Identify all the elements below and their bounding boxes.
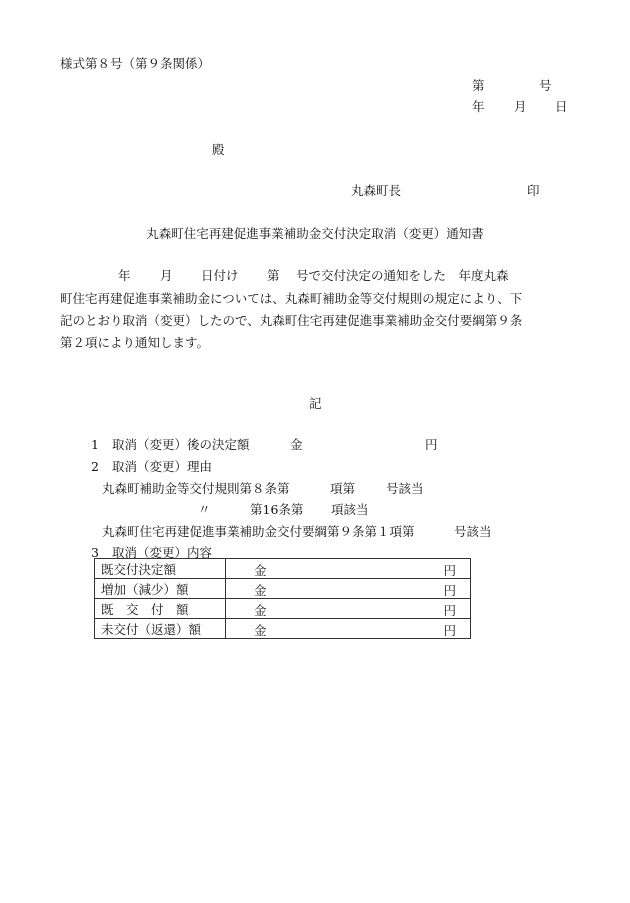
document-number-prefix: 第: [472, 78, 485, 93]
table-row: [95, 579, 471, 599]
yen-label: 円: [443, 583, 456, 598]
rule-1-gou: 号該当: [386, 481, 424, 496]
kin-label: 金: [254, 563, 267, 578]
table-row: [95, 599, 471, 619]
table-row: [95, 559, 471, 579]
rule-1-kou: 項第: [330, 481, 356, 496]
item-3-label: 取消（変更）内容: [112, 545, 213, 560]
item-1-yen: 円: [425, 437, 438, 452]
row-label: 既交付決定額: [95, 559, 226, 579]
date-month: 月: [514, 99, 527, 114]
rule-3-text: 丸森町住宅再建促進事業補助金交付要綱第９条第１項第: [102, 524, 415, 539]
body-year: 年: [118, 268, 131, 283]
ki-heading: 記: [309, 396, 322, 411]
body-no-prefix: 第: [267, 268, 280, 283]
item-2-label: 取消（変更）理由: [112, 459, 213, 474]
kin-label: 金: [254, 603, 267, 618]
row-label: 未交付（返還）額: [95, 619, 226, 639]
item-1-number: 1: [91, 437, 99, 452]
seal-mark: 印: [527, 183, 540, 198]
body-line1-rest: 号で交付決定の通知をした 年度丸森: [296, 268, 509, 283]
body-date-phrase: 日付け: [201, 268, 239, 283]
row-label: 既 交 付 額: [95, 599, 226, 619]
item-1-label: 取消（変更）後の決定額: [112, 437, 250, 452]
yen-label: 円: [443, 623, 456, 638]
date-day: 日: [555, 99, 568, 114]
table-row: [95, 619, 471, 639]
body-month: 月: [160, 268, 173, 283]
yen-label: 円: [443, 563, 456, 578]
row-amount-cell: [226, 559, 471, 579]
item-1-kin: 金: [290, 437, 303, 452]
kin-label: 金: [254, 583, 267, 598]
date-year: 年: [472, 99, 485, 114]
row-label: 増加（減少）額: [95, 579, 226, 599]
content-table: [94, 558, 471, 639]
row-amount-cell: [226, 599, 471, 619]
yen-label: 円: [443, 603, 456, 618]
rule-2-ditto: 〃: [198, 502, 211, 517]
rule-3-gou: 号該当: [454, 524, 492, 539]
rule-1-text: 丸森町補助金等交付規則第８条第: [102, 481, 290, 496]
form-number: 様式第８号（第９条関係）: [60, 56, 211, 71]
rule-2-kou: 項該当: [331, 502, 369, 517]
row-amount-cell: [226, 579, 471, 599]
kin-label: 金: [254, 623, 267, 638]
item-2-number: 2: [91, 459, 99, 474]
row-amount-cell: [226, 619, 471, 639]
body-line-4: 第２項により通知します。: [60, 335, 210, 350]
document-title: 丸森町住宅再建促進事業補助金交付決定取消（変更）通知書: [146, 226, 484, 241]
body-line-2: 町住宅再建促進事業補助金については、丸森町補助金等交付規則の規定により、下: [60, 291, 523, 306]
item-3-number: 3: [91, 545, 99, 560]
body-line-3: 記のとおり取消（変更）したので、丸森町住宅再建促進事業補助金交付要綱第９条: [60, 313, 523, 328]
addressee-honorific: 殿: [212, 142, 225, 157]
document-number-suffix: 号: [539, 78, 552, 93]
sender-name: 丸森町長: [351, 183, 402, 198]
rule-2-text: 第16条第: [250, 502, 304, 517]
